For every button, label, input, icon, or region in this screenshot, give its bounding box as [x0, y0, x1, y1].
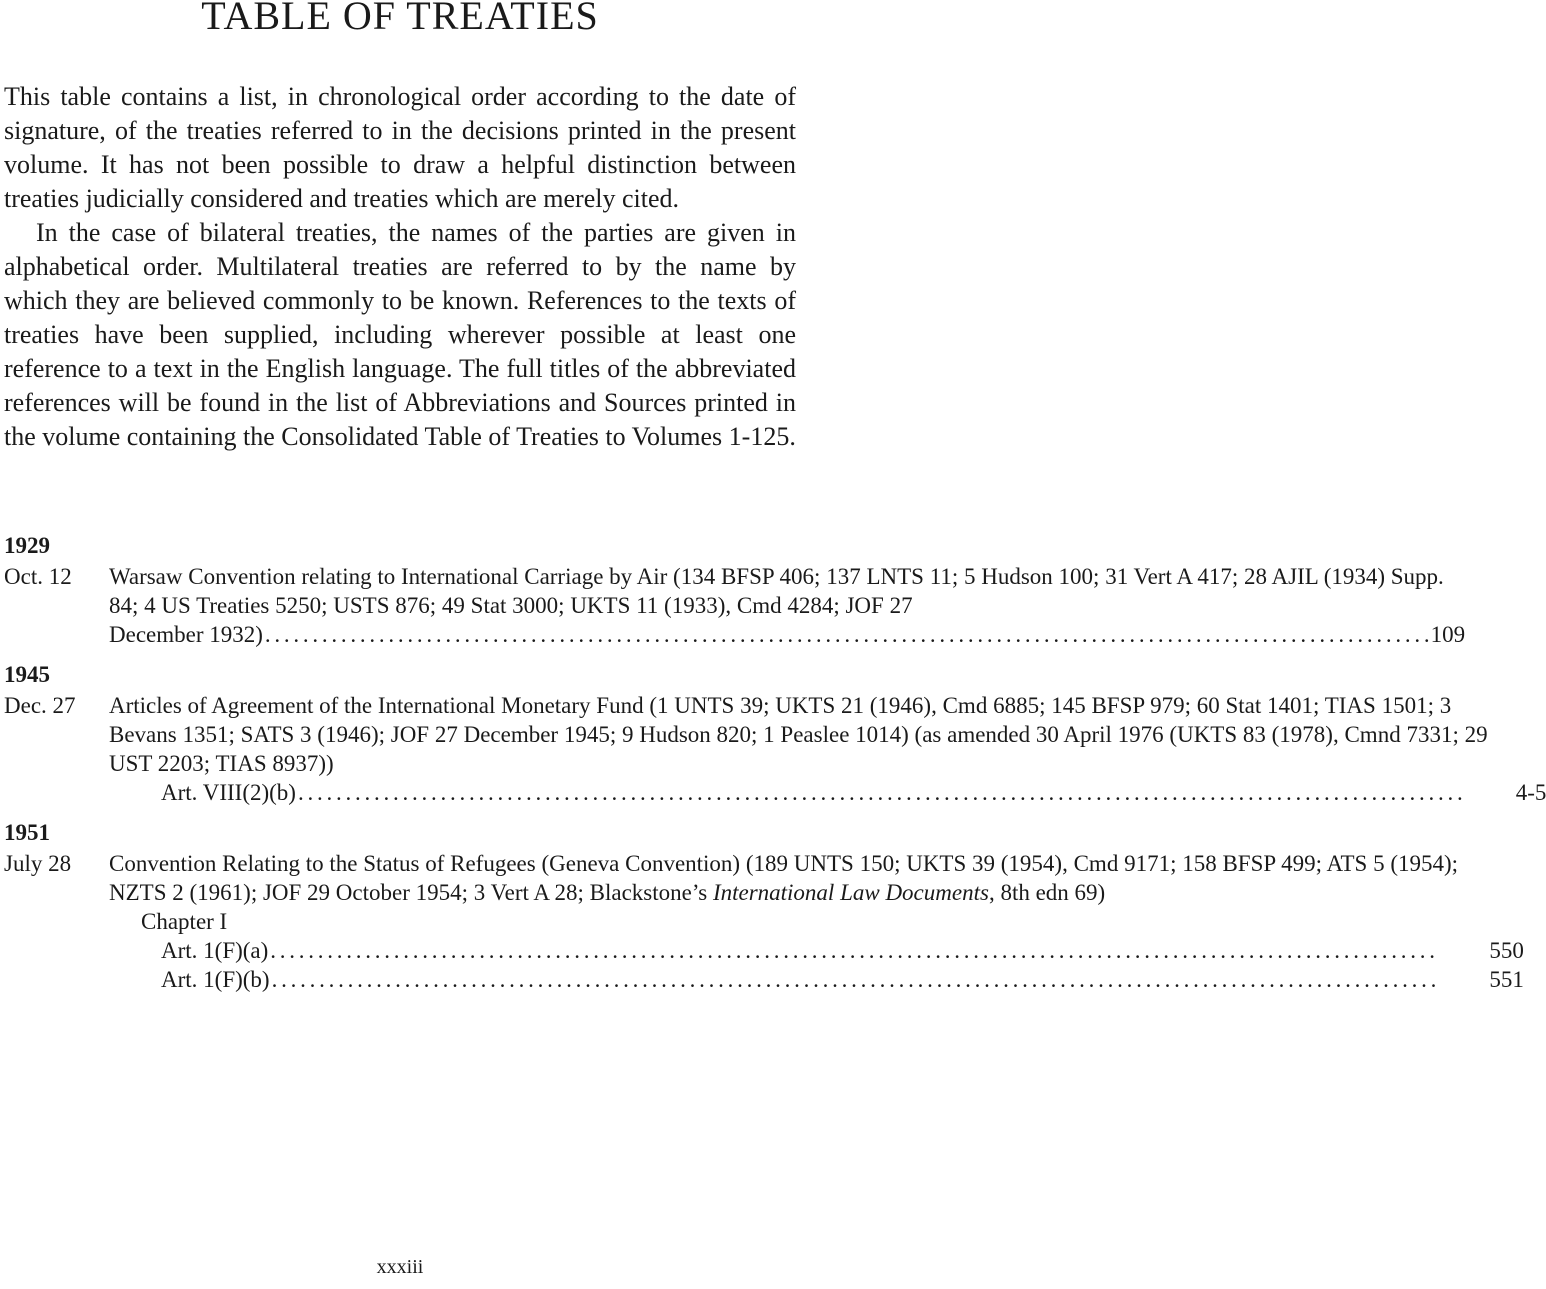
treaty-body — [109, 849, 1524, 994]
dot-leader — [265, 620, 1429, 649]
treaty-text: Articles of Agreement of the International Monetary Fund (1 UNTS 39; UKTS 21 (1946), Cmd 6885; 145 BFSP 979; 60 Stat 1401; TIAS 1501; 3 Bevans 1351; SATS 3 (1946); JOF 27 December 1945; 9 Hudson 820; 1 Peaslee 1014) (as amended 30 April 1976 (UKTS 83 (1978), Cmnd 7331; 29 UST 2203; TIAS 8937)) — [109, 693, 1488, 776]
page-title: TABLE OF TREATIES — [201, 0, 599, 38]
page-reference: 550 — [1489, 938, 1524, 963]
page-number: xxxiii — [376, 1256, 424, 1278]
year-section — [4, 817, 1524, 994]
treaty-reference-line — [109, 620, 1465, 649]
treaty-body — [109, 562, 1465, 649]
treaty-text: Warsaw Convention relating to International Carriage by Air (134 BFSP 406; 137 LNTS 11; 5 Hudson 100; 31 Vert A 417; 28 AJIL (1934) Supp. 84; 4 US Treaties 5250; USTS 876; 49 Stat 3000; UKTS 11 (1933), Cmd 4284; JOF 27 — [109, 564, 1444, 618]
treaty-body — [109, 691, 1546, 807]
treaty-text-part: , 8th edn 69) — [988, 880, 1106, 905]
page-reference: 109 — [1430, 622, 1466, 647]
treaty-date: Dec. 27 — [4, 693, 76, 718]
treaty-entry — [4, 691, 1546, 807]
reference-label: December 1932) — [109, 622, 263, 647]
dot-leader — [270, 936, 1487, 965]
treaty-date: Oct. 12 — [4, 564, 72, 589]
introduction — [4, 80, 796, 454]
year-section — [4, 659, 1546, 807]
treaty-entry — [4, 562, 1466, 649]
year-section — [4, 530, 1466, 649]
chapter-heading: Chapter I — [141, 909, 228, 934]
article-reference-line — [109, 936, 1524, 965]
treaty-list — [4, 530, 1546, 1004]
article-label: Art. 1(F)(b) — [161, 967, 270, 992]
year-heading: 1951 — [4, 820, 50, 845]
dot-leader — [272, 965, 1488, 994]
year-heading: 1945 — [4, 662, 50, 687]
treaty-date: July 28 — [4, 851, 72, 876]
dot-leader — [298, 778, 1514, 807]
intro-paragraph: This table contains a list, in chronological order according to the date of signature, of the treaties referred to in the decisions printed in the present volume. It has not been possible to draw a helpful distinction between treaties judicially considered and treaties which are merely cited. — [4, 82, 796, 213]
intro-paragraph: In the case of bilateral treaties, the names of the parties are given in alphabetical order. Multilateral treaties are referred to by the name by which they are believed commonly to be known. References to the texts of treaties have been supplied, including wherever possible at least one reference to a text in the English language. The full titles of the abbreviated references will be found in the list of Abbreviations and Sources printed in the volume containing the Consolidated Table of Treaties to Volumes 1-125. — [4, 218, 796, 451]
article-reference-line — [109, 778, 1546, 807]
treaty-text-part: Convention Relating to the Status of Refugees (Geneva Convention) (189 UNTS 150; UKTS 39 (1954), Cmd 9171; 158 BFSP 499; ATS 5 (1954); NZTS 2 (1961); JOF 29 October 1954; 3 Vert A 28; Blackstone’s — [109, 851, 1459, 905]
article-label: Art. 1(F)(a) — [161, 938, 269, 963]
treaty-source-title: International Law Documents — [712, 880, 989, 905]
page-reference: 4-5 — [1515, 780, 1546, 805]
page-reference: 551 — [1489, 967, 1524, 992]
treaty-entry — [4, 849, 1524, 994]
year-heading: 1929 — [4, 533, 50, 558]
article-label: Art. VIII(2)(b) — [161, 780, 296, 805]
treaty-text — [109, 849, 1472, 907]
article-reference-line — [109, 965, 1524, 994]
